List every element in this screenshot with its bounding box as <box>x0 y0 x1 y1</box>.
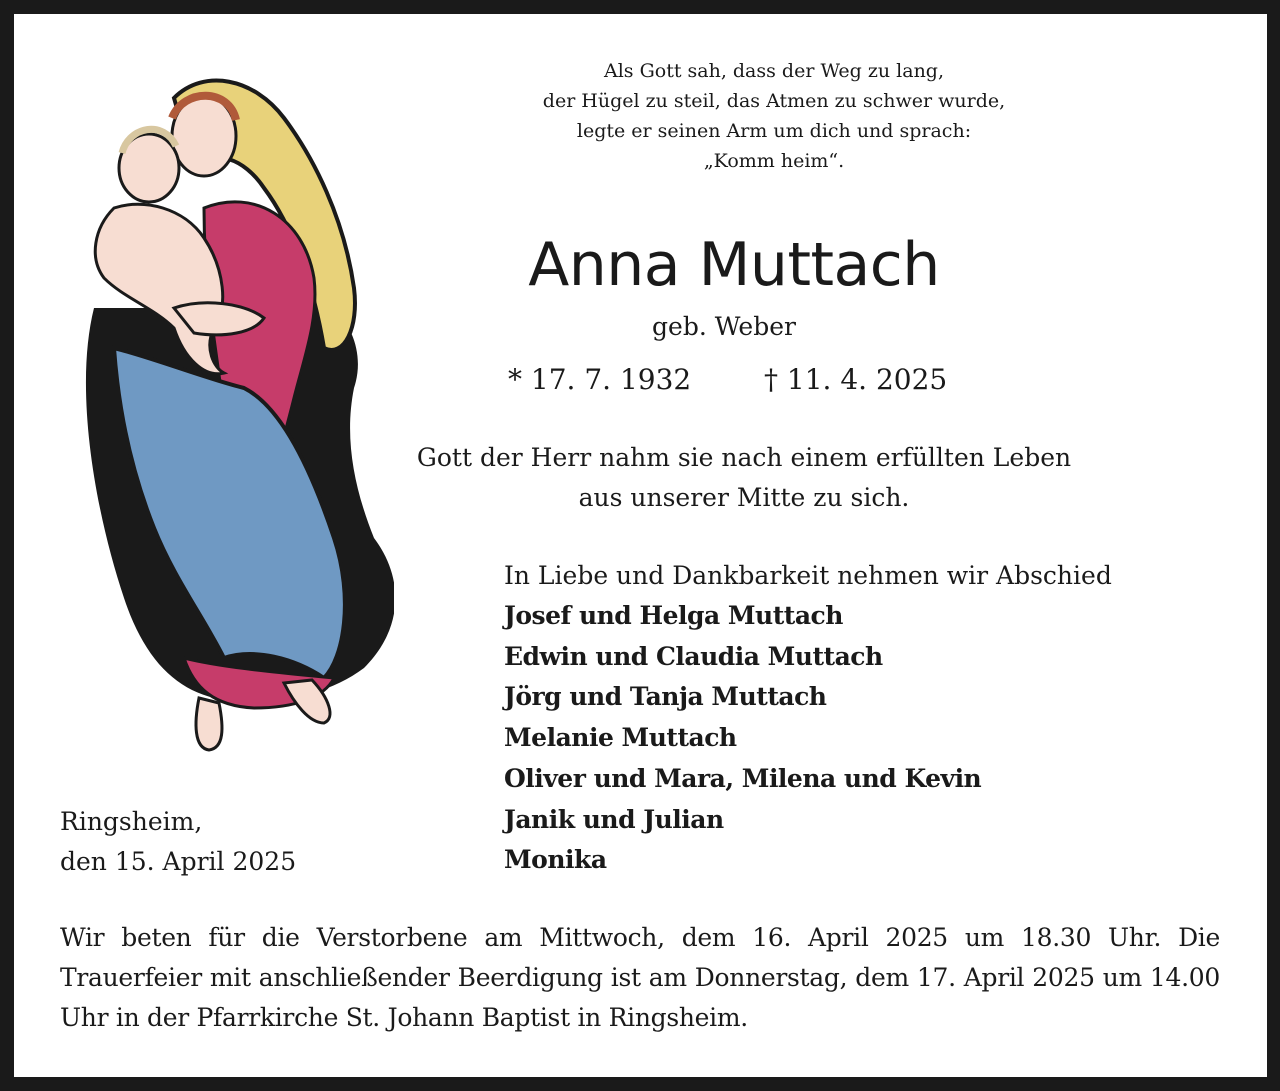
deceased-name: Anna Muttach <box>528 230 940 300</box>
obituary-card <box>14 14 1267 1077</box>
poem-line: „Komm heim“. <box>703 150 845 172</box>
birth-name: geb. Weber <box>652 312 796 341</box>
mourner-name: Monika <box>504 845 607 875</box>
statement <box>374 438 1114 518</box>
mourner-name: Edwin und Claudia Muttach <box>504 641 883 671</box>
farewell-line: In Liebe und Dankbarkeit nehmen wir Abschied <box>504 561 1112 590</box>
mourner-name: Oliver und Mara, Milena und Kevin <box>504 763 982 793</box>
mourner-name: Melanie Muttach <box>504 723 737 753</box>
statement-line: aus unserer Mitte zu sich. <box>578 483 910 512</box>
mourner-name: Jörg und Tanja Muttach <box>504 682 827 712</box>
place: Ringsheim, <box>60 807 203 836</box>
statement-line: Gott der Herr nahm sie nach einem erfüllten Leben <box>416 443 1072 472</box>
poem <box>394 56 1154 176</box>
mourner-name: Janik und Julian <box>504 804 724 834</box>
poem-line: Als Gott sah, dass der Weg zu lang, <box>603 60 945 82</box>
mourners-list <box>504 596 981 881</box>
death-date: † 11. 4. 2025 <box>764 363 948 396</box>
date: den 15. April 2025 <box>60 847 297 876</box>
madonna-and-child-icon <box>54 58 394 758</box>
service-info: Wir beten für die Verstorbene am Mittwoch, dem 16. April 2025 um 18.30 Uhr. Die Trauerfeier mit anschließender Beerdigung ist am Donnerstag, dem 17. April 2025 um 14.00 Uhr in der Pfarrkirche St. Johann Baptist in Ringsheim. <box>60 923 1220 1032</box>
poem-line: der Hügel zu steil, das Atmen zu schwer wurde, <box>542 90 1006 112</box>
birth-date: * 17. 7. 1932 <box>508 363 692 396</box>
place-and-date <box>60 802 296 882</box>
mourner-name: Josef und Helga Muttach <box>504 601 843 630</box>
poem-line: legte er seinen Arm um dich und sprach: <box>576 120 972 142</box>
